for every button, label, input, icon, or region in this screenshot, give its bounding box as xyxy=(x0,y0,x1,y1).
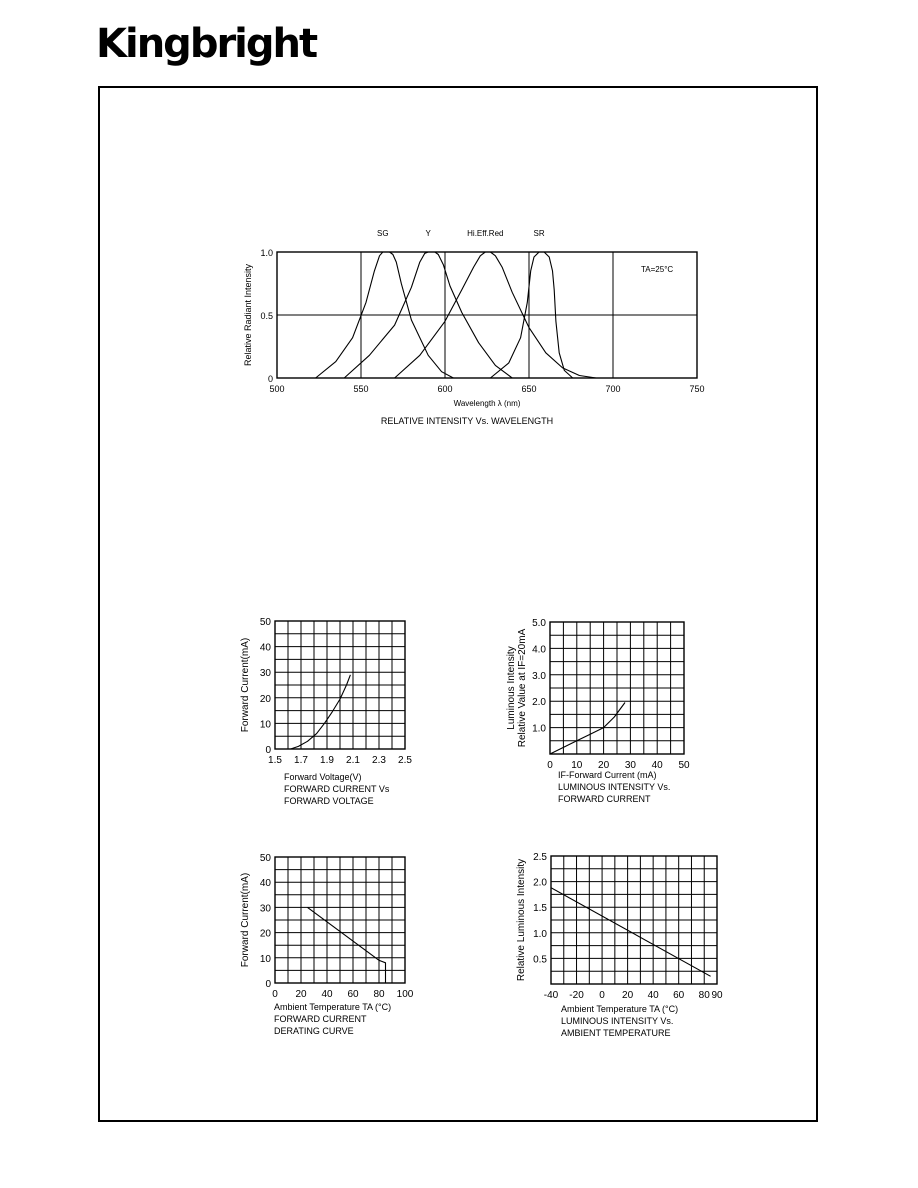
x-tick-label: 0 xyxy=(272,989,278,1000)
chart-caption-line: Ambient Temperature TA (°C) xyxy=(274,1002,392,1012)
chart-caption-line: DERATING CURVE xyxy=(274,1026,354,1036)
x-tick-label: 2.5 xyxy=(398,755,412,766)
y-tick-label: 20 xyxy=(259,693,271,705)
y-tick-label: 3.0 xyxy=(532,670,546,682)
x-tick-label: 20 xyxy=(295,989,307,1000)
y-tick-label: 10 xyxy=(259,719,271,731)
forward-voltage-chart xyxy=(238,612,428,812)
x-tick-label: 750 xyxy=(689,384,705,394)
x-tick-label: 550 xyxy=(353,384,369,394)
x-tick-label: 1.7 xyxy=(294,755,308,766)
x-tick-label: 2.1 xyxy=(346,755,360,766)
chart-caption-line: Ambient Temperature TA (°C) xyxy=(561,1004,679,1014)
x-tick-label: 80 xyxy=(698,990,710,1001)
x-tick-label: 80 xyxy=(373,989,385,1000)
x-tick-label: 0 xyxy=(599,990,605,1001)
luminous-temperature-chart xyxy=(510,846,740,1038)
chart-caption-line: Forward Voltage(V) xyxy=(284,772,362,782)
y-tick-label: 1.0 xyxy=(260,248,273,258)
y-tick-label: 30 xyxy=(259,668,271,680)
x-tick-label: 100 xyxy=(396,989,414,1000)
x-tick-label: 20 xyxy=(622,990,634,1001)
y-tick-label: 50 xyxy=(259,853,271,864)
x-tick-label: 90 xyxy=(711,990,723,1001)
y-axis-label: Luminous Intensity xyxy=(506,646,517,730)
y-tick-label: 50 xyxy=(259,617,271,628)
x-tick-label: -20 xyxy=(569,990,584,1001)
y-tick-label: 2.5 xyxy=(533,852,547,863)
chart-caption-line: FORWARD CURRENT xyxy=(274,1014,367,1024)
x-tick-label: 650 xyxy=(521,384,537,394)
x-tick-label: 2.3 xyxy=(372,755,386,766)
x-tick-label: 30 xyxy=(624,760,636,771)
x-tick-label: 50 xyxy=(678,760,690,771)
legend-label: SG xyxy=(377,229,389,238)
y-tick-label: 1.5 xyxy=(533,903,547,915)
chart-caption-line: FORWARD VOLTAGE xyxy=(284,796,374,806)
x-tick-label: 1.9 xyxy=(320,755,334,766)
y-tick-label: 0.5 xyxy=(533,954,547,966)
x-tick-label: 500 xyxy=(269,384,285,394)
y-tick-label: 5.0 xyxy=(532,618,546,629)
x-tick-label: 10 xyxy=(571,760,583,771)
series-line xyxy=(291,675,351,749)
y-axis-label: Forward Current(mA) xyxy=(240,872,251,968)
temperature-annotation: TA=25°C xyxy=(641,265,674,274)
chart-title: RELATIVE INTENSITY Vs. WAVELENGTH xyxy=(380,416,554,426)
x-tick-label: 40 xyxy=(647,990,659,1001)
chart-caption-line: LUMINOUS INTENSITY Vs. xyxy=(558,782,671,792)
x-tick-label: 60 xyxy=(673,990,685,1001)
x-tick-label: 20 xyxy=(598,760,610,771)
y-axis-label: Relative Radiant Intensity xyxy=(243,263,253,367)
y-axis-label: Relative Luminous Intensity xyxy=(516,858,527,982)
y-tick-label: 1.0 xyxy=(533,928,547,940)
y-tick-label: 1.0 xyxy=(532,723,546,735)
legend-label: SR xyxy=(533,229,545,238)
y-tick-label: 10 xyxy=(259,953,271,965)
chart-caption-line: FORWARD CURRENT xyxy=(558,794,651,804)
chart-caption-line: IF-Forward Current (mA) xyxy=(558,770,657,780)
x-tick-label: 1.5 xyxy=(268,755,282,766)
y-tick-label: 40 xyxy=(259,642,271,654)
y-tick-label: 40 xyxy=(259,878,271,890)
chart-caption-line: AMBIENT TEMPERATURE xyxy=(561,1028,671,1038)
series-line xyxy=(551,888,711,977)
y-tick-label: 30 xyxy=(259,903,271,915)
y-tick-label: 2.0 xyxy=(532,697,546,709)
derating-chart xyxy=(238,848,428,1040)
y-axis-label: Relative Value at IF=20mA xyxy=(517,628,528,748)
spectrum-chart xyxy=(240,220,710,440)
y-tick-label: 0.5 xyxy=(260,311,273,321)
x-tick-label: 40 xyxy=(651,760,663,771)
y-tick-label: 4.0 xyxy=(532,644,546,656)
y-tick-label: 2.0 xyxy=(533,877,547,889)
luminous-current-chart xyxy=(500,612,700,812)
x-tick-label: 700 xyxy=(605,384,621,394)
x-tick-label: -40 xyxy=(543,990,559,1001)
x-tick-label: 40 xyxy=(321,989,333,1000)
x-tick-label: 0 xyxy=(547,760,553,771)
y-tick-label: 0 xyxy=(265,745,271,756)
x-tick-label: 600 xyxy=(437,384,453,394)
series-line xyxy=(550,703,625,755)
y-tick-label: 0 xyxy=(267,374,273,384)
kingbright-logo: Kingbright xyxy=(96,21,317,67)
x-tick-label: 60 xyxy=(347,989,359,1000)
y-tick-label: 0 xyxy=(265,979,271,990)
chart-caption-line: FORWARD CURRENT Vs xyxy=(284,784,390,794)
y-axis-label: Forward Current(mA) xyxy=(240,637,251,733)
x-axis-label: Wavelength λ (nm) xyxy=(453,399,521,408)
legend-label: Hi.Eff.Red xyxy=(467,229,504,238)
y-tick-label: 20 xyxy=(259,928,271,940)
chart-caption-line: LUMINOUS INTENSITY Vs. xyxy=(561,1016,674,1026)
legend-label: Y xyxy=(425,229,431,238)
